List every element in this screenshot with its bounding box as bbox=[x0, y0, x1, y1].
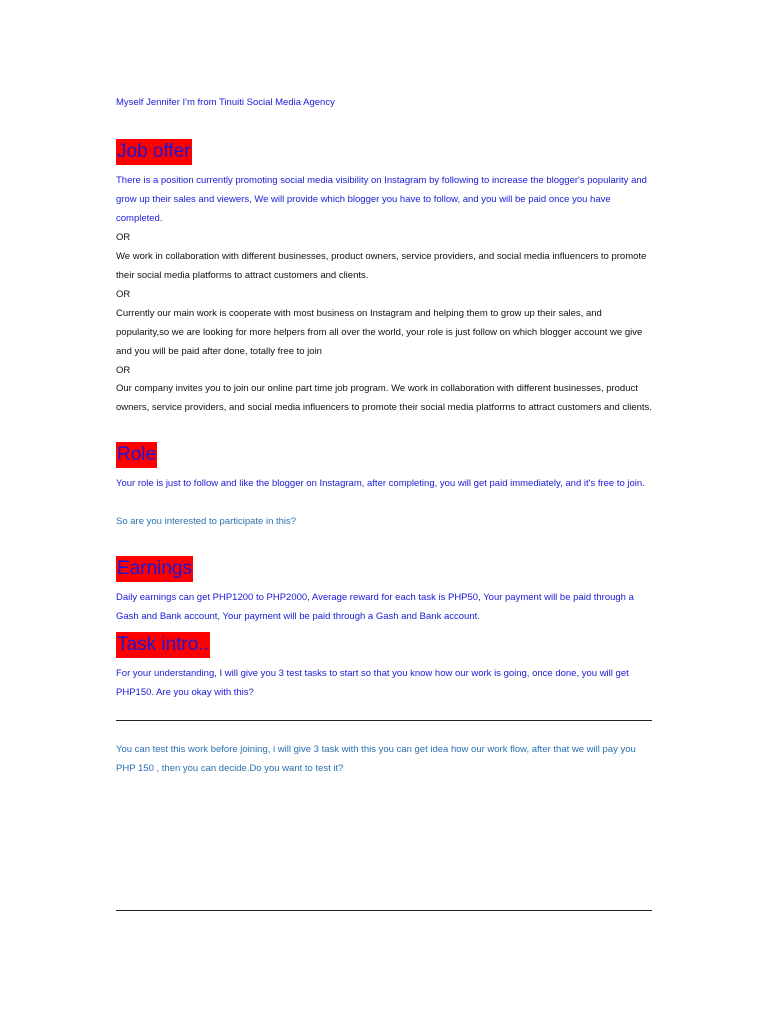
job-offer-paragraph-3: Currently our main work is cooperate with most business on Instagram and helping them to grow up their sales, and popularity,so we are looking for more helpers from all over the world, your role is just follow on which blogger account we give and you will be paid after done, totally free to join bbox=[116, 308, 643, 357]
earnings-heading: Earnings bbox=[116, 556, 193, 582]
role-heading: Role bbox=[116, 442, 157, 468]
task-intro-paragraph: For your understanding, I will give you 3 test tasks to start so that you know how our work is going, once done, you will get PHP150. Are you okay with this? bbox=[116, 668, 629, 698]
closing-paragraph: You can test this work before joining, i will give 3 task with this you can get idea how our work flow, after that we will pay you PHP 150 , then you can decide.Do you want to test it? bbox=[116, 744, 636, 774]
or-separator-1: OR bbox=[116, 232, 131, 243]
job-offer-paragraph-4: Our company invites you to join our online part time job program. We work in collaboration with different businesses, product owners, service providers, and social media influencers to promote their social media platforms to attract customers and clients. bbox=[116, 383, 652, 413]
role-question: So are you interested to participate in this? bbox=[116, 516, 297, 527]
horizontal-rule-bottom bbox=[116, 910, 652, 911]
horizontal-rule-top bbox=[116, 720, 652, 721]
intro-line: Myself Jennifer I'm from Tinuiti Social Media Agency bbox=[116, 97, 335, 108]
or-separator-2: OR bbox=[116, 289, 131, 300]
role-paragraph: Your role is just to follow and like the blogger on Instagram, after completing, you will get paid immediately, and it's free to join. bbox=[116, 478, 645, 489]
job-offer-paragraph-1: There is a position currently promoting social media visibility on Instagram by following to increase the blogger's popularity and grow up their sales and viewers, We will provide which blogger you have to follow, and you will be paid once you have completed. bbox=[116, 175, 647, 224]
task-intro-heading: Task intro.. bbox=[116, 632, 210, 658]
earnings-paragraph: Daily earnings can get PHP1200 to PHP2000, Average reward for each task is PHP50, Your payment will be paid through a Gash and Bank account, Your payment will be paid through a Gash and Bank account. bbox=[116, 592, 634, 622]
job-offer-heading: Job offer bbox=[116, 139, 192, 165]
job-offer-paragraph-2: We work in collaboration with different businesses, product owners, service providers, and social media influencers to promote their social media platforms to attract customers and clients. bbox=[116, 251, 647, 281]
or-separator-3: OR bbox=[116, 365, 131, 376]
